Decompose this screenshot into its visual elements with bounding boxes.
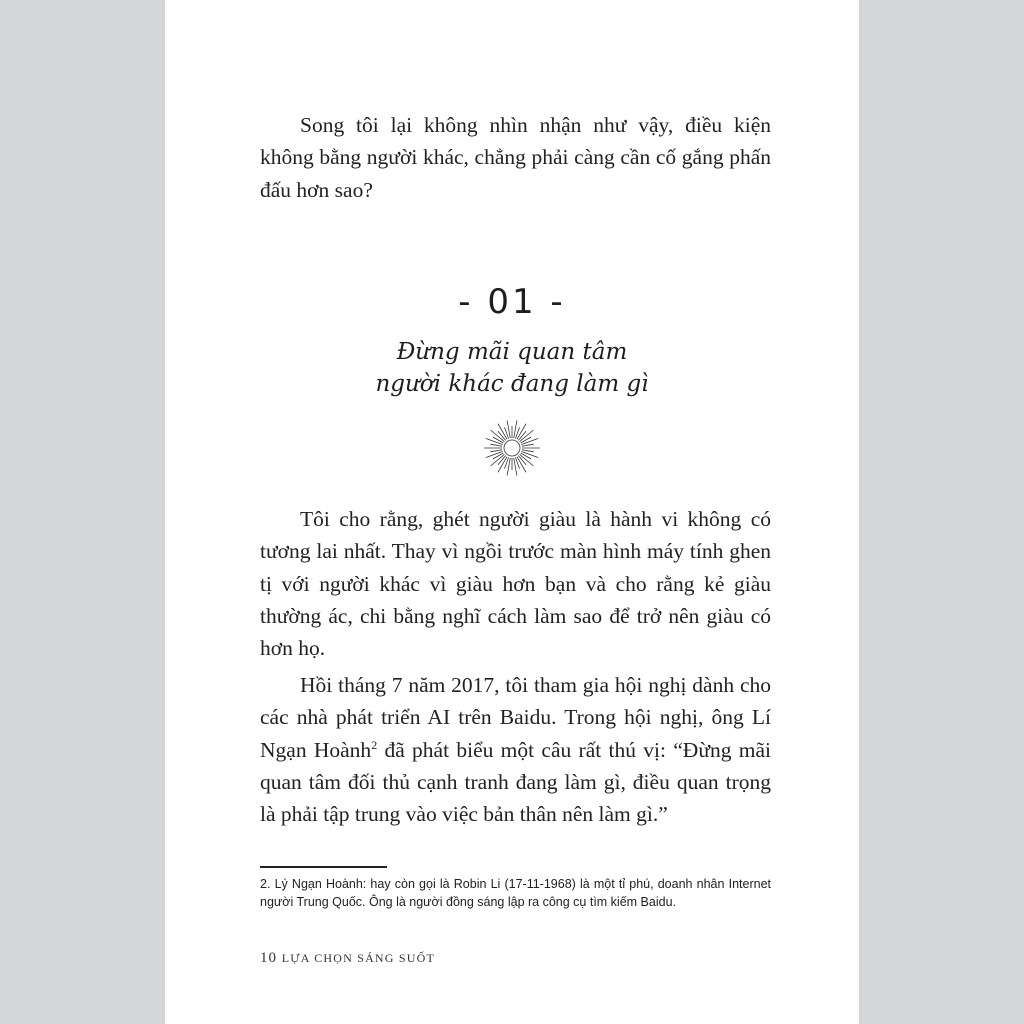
body-paragraph-2-block — [260, 669, 771, 830]
body-paragraph-1-block — [260, 503, 771, 664]
page-number: 10 — [260, 950, 277, 966]
body-paragraph-2 — [260, 669, 771, 830]
body-paragraph-2-end: đã phát biểu một câu rất thú vị: “Đừng mãi quan tâm đối thủ cạnh tranh đang làm gì, điều quan trọng là phải tập trung vào việc bản thân nên làm gì.” — [260, 737, 772, 827]
chapter-title — [165, 336, 859, 400]
body-paragraph-2-start: Hồi tháng 7 năm 2017, tôi tham gia hội nghị dành cho các nhà phát triển AI trên Baidu. Trong hội nghị, ông Lí Ngạn Hoành — [260, 673, 771, 762]
sunburst-icon — [482, 418, 542, 478]
footnote-divider — [260, 866, 387, 868]
footnote-reference: 2 — [371, 737, 378, 752]
running-footer — [260, 950, 435, 967]
intro-paragraph: Song tôi lại không nhìn nhận như vậy, điều kiện không bằng người khác, chẳng phải càng cần cố gắng phấn đấu hơn sao? — [260, 113, 771, 202]
footnote-text: 2. Lý Ngạn Hoành: hay còn gọi là Robin Li (17-11-1968) là một tỉ phú, doanh nhân Internet người Trung Quốc. Ông là người đồng sáng lập ra công cụ tìm kiếm Baidu. — [260, 877, 771, 909]
chapter-title-line-1: Đừng mãi quan tâm — [396, 339, 628, 365]
body-paragraph-1: Tôi cho rằng, ghét người giàu là hành vi không có tương lai nhất. Thay vì ngồi trước màn hình máy tính ghen tị với người khác vì giàu hơn bạn và cho rằng kẻ giàu thường ác, chi bằng nghĩ cách làm sao để trở nên giàu có hơn họ. — [260, 507, 771, 661]
book-title: LỰA CHỌN SÁNG SUỐT — [281, 951, 436, 965]
book-page — [165, 0, 859, 1024]
intro-paragraph-block — [260, 109, 771, 206]
chapter-number: - 01 - — [458, 282, 566, 322]
chapter-title-line-2: người khác đang làm gì — [375, 371, 649, 397]
